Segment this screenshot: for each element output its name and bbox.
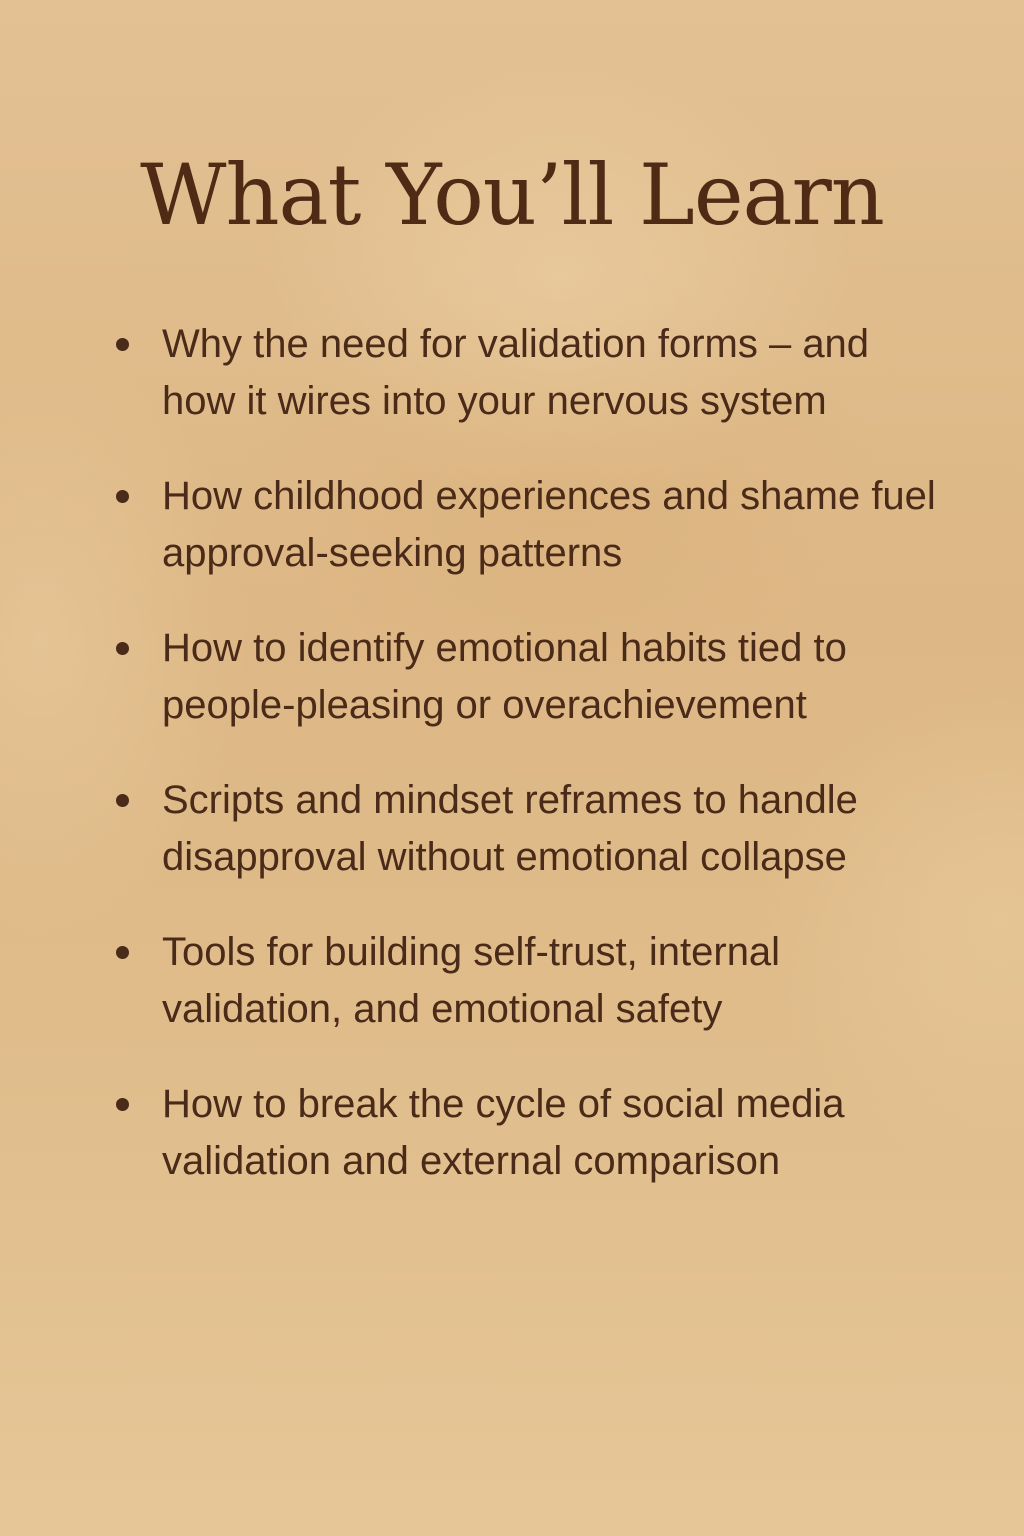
list-item	[112, 620, 942, 734]
list-item-text: Why the need for validation forms – and how it wires into your nervous system	[162, 322, 870, 423]
list-item-text: How to break the cycle of social media validation and external comparison	[162, 1082, 845, 1183]
bullet-icon	[116, 338, 129, 351]
learning-points-list	[112, 316, 942, 1228]
list-item	[112, 468, 942, 582]
list-item-text: How childhood experiences and shame fuel approval-seeking patterns	[162, 474, 936, 575]
list-item-text: How to identify emotional habits tied to people-pleasing or overachievement	[162, 626, 847, 727]
bullet-icon	[116, 490, 129, 503]
list-item	[112, 772, 942, 886]
list-item-text: Scripts and mindset reframes to handle disapproval without emotional collapse	[162, 778, 858, 879]
list-item	[112, 924, 942, 1038]
list-item	[112, 1076, 942, 1190]
list-item-text: Tools for building self-trust, internal validation, and emotional safety	[162, 930, 781, 1031]
bullet-icon	[116, 1098, 129, 1111]
list-item	[112, 316, 942, 430]
bullet-icon	[116, 642, 129, 655]
bullet-icon	[116, 946, 129, 959]
bullet-icon	[116, 794, 129, 807]
page-title: What You’ll Learn	[140, 146, 884, 244]
